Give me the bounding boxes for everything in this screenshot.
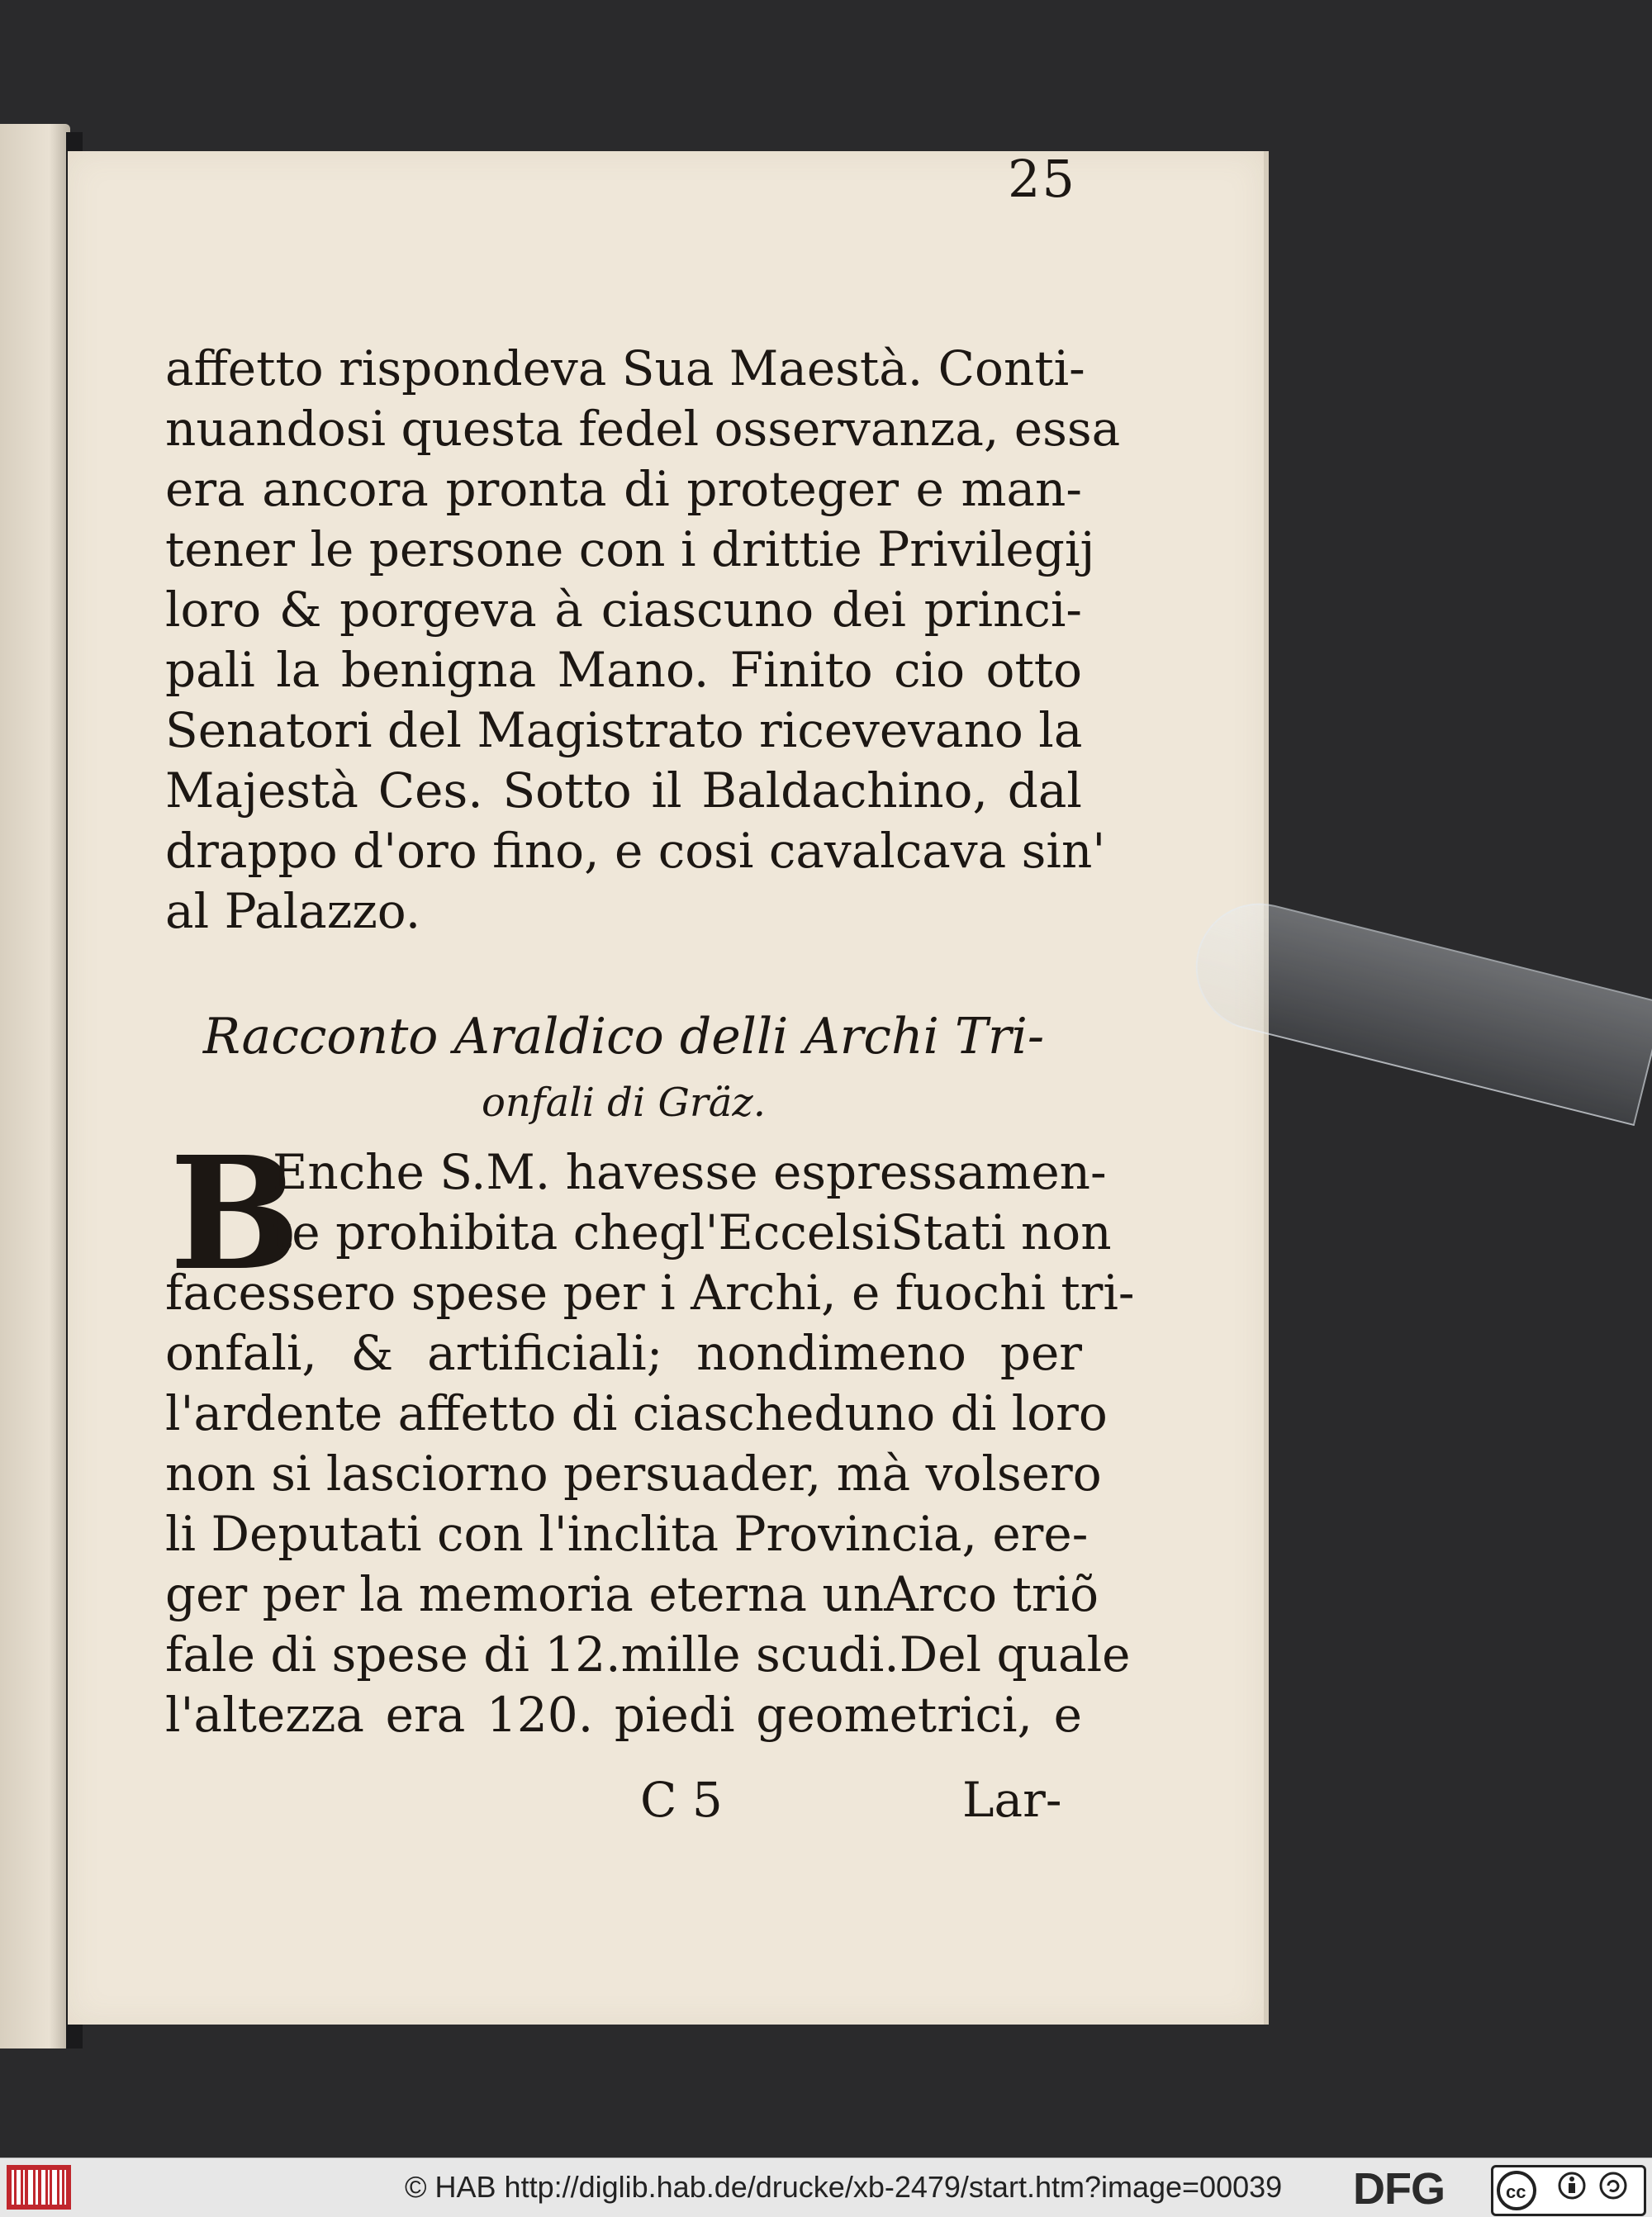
paragraph-2-indented (273, 1142, 1112, 1263)
text-line: nuandosi questa fedel osservanza, essa (165, 401, 1121, 457)
text-line: onfali, & artificiali; nondimeno per (165, 1325, 1082, 1381)
text-line: tener le persone con i drittie Privilegij (165, 521, 1095, 577)
text-line: fale di spese di 12.mille scudi.Del quale (165, 1626, 1131, 1683)
heading-line-1: Racconto Araldico delli Archi Tri- (202, 1008, 1045, 1066)
text-line: pali la benigna Mano. Finito cio otto (165, 642, 1082, 698)
drop-cap: B (169, 1123, 301, 1305)
text-line: Majestà Ces. Sotto il Baldachino, dal (165, 762, 1082, 819)
text-line: facessero spese per i Archi, e fuochi tri- (165, 1265, 1135, 1321)
text-line: te prohibita chegl'EccelsiStati non (273, 1204, 1112, 1260)
text-line: loro & porgeva à ciascuno dei princi- (165, 582, 1082, 638)
paragraph-1 (165, 339, 1121, 942)
text-line: Senatori del Magistrato ricevevano la (165, 702, 1083, 758)
text-line: al Palazzo. (165, 883, 421, 939)
footer-bar (0, 2158, 1652, 2217)
dfg-logo: DFG (1353, 2164, 1445, 2214)
svg-text:cc: cc (1506, 2181, 1526, 2202)
text-line: era ancora pronta di proteger e man- (165, 461, 1082, 517)
cc-by-sa-icon (1491, 2165, 1646, 2216)
text-line: drappo d'oro fino, e cosi cavalcava sin' (165, 823, 1106, 879)
heading-line-2: onfali di Gräz. (482, 1080, 766, 1126)
text-line: affetto rispondeva Sua Maestà. Conti- (165, 340, 1085, 396)
paragraph-2 (165, 1263, 1135, 1745)
text-line: l'altezza era 120. piedi geometrici, e (165, 1687, 1082, 1743)
page-number: 25 (1008, 149, 1076, 209)
text-line: ger per la memoria eterna unArco triõ (165, 1566, 1099, 1622)
text-line: li Deputati con l'inclita Provincia, ere- (165, 1506, 1089, 1562)
section-heading (165, 1004, 1082, 1136)
source-url[interactable]: © HAB http://diglib.hab.de/drucke/xb-2479/start.htm?image=00039 (405, 2170, 1283, 2204)
barcode-icon (7, 2165, 71, 2210)
text-line: non si lasciorno persuader, mà volsero (165, 1446, 1102, 1502)
text-line: Enche S.M. havesse espressamen- (273, 1144, 1107, 1200)
signature-mark: C 5 (640, 1772, 723, 1828)
left-page-edge (0, 124, 70, 2048)
catchword: Lar- (962, 1772, 1062, 1828)
text-line: l'ardente affetto di ciascheduno di loro (165, 1385, 1108, 1441)
